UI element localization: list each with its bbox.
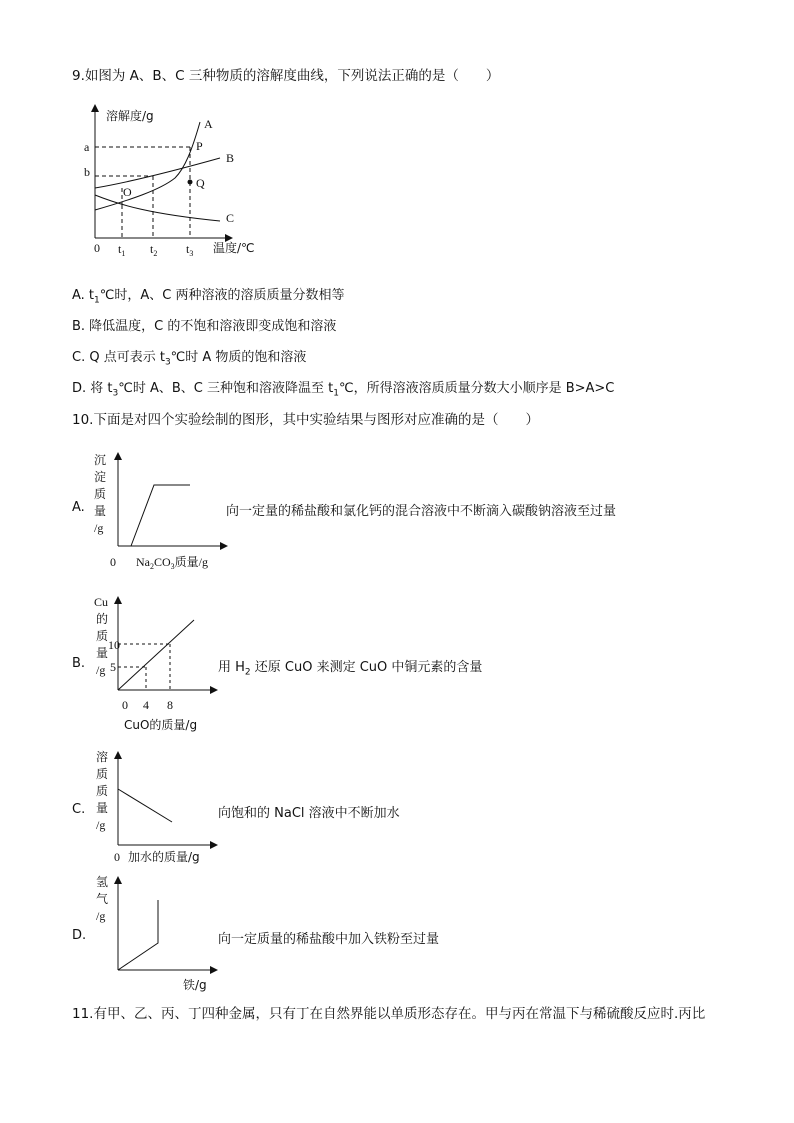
svg-text:质: 质	[94, 487, 107, 501]
q9-solubility-graph	[80, 100, 320, 260]
svg-text:/g: /g	[96, 909, 106, 923]
svg-text:铁/g: 铁/g	[183, 978, 207, 992]
label-b: B	[226, 151, 235, 165]
q9-xlabel: 温度/℃	[213, 241, 255, 255]
q9-tick-a: a	[84, 140, 90, 154]
q9-option-c[interactable]: C. Q 点可表示 $t_3℃$时 A 物质的饱和溶液	[72, 350, 307, 368]
svg-text:0: 0	[122, 698, 128, 712]
svg-text:氢: 氢	[96, 875, 109, 889]
q10-text-b: 用 $H_2$ 还原 CuO 来测定 CuO 中铜元素的含量	[218, 660, 483, 678]
svg-text:0: 0	[110, 555, 116, 569]
q10-letter-d[interactable]: D.	[72, 928, 87, 943]
q10-letter-b[interactable]: B.	[72, 656, 86, 671]
svg-text:气: 气	[96, 892, 109, 906]
q9-origin: 0	[94, 241, 100, 255]
q9-tick-t2: $t_2$	[150, 242, 158, 258]
label-a: A	[204, 117, 213, 131]
q10-graph-a	[88, 448, 228, 573]
svg-text:8: 8	[167, 698, 173, 712]
label-c: C	[226, 211, 235, 225]
q10-graph-b	[88, 590, 228, 740]
svg-text:量: 量	[96, 801, 109, 815]
q9-tick-b: b	[84, 165, 90, 179]
svg-text:/g: /g	[94, 521, 104, 535]
q10-graph-c	[88, 745, 228, 870]
svg-text:0: 0	[114, 850, 120, 864]
q9-tick-t3: $t_3$	[186, 242, 194, 258]
svg-text:溶: 溶	[96, 750, 109, 764]
q10-stem: 10.下面是对四个实验绘制的图形，其中实验结果与图形对应准确的是（ ）	[72, 412, 539, 428]
svg-text:量: 量	[94, 504, 107, 518]
q9-stem: 9.如图为 A、B、C 三种物质的溶解度曲线，下列说法正确的是（ ）	[72, 68, 500, 84]
svg-text:/g: /g	[96, 663, 106, 677]
svg-text:加水的质量/g: 加水的质量/g	[128, 850, 200, 864]
svg-text:淀: 淀	[94, 470, 107, 484]
label-o: O	[123, 185, 132, 199]
q10-letter-c[interactable]: C.	[72, 802, 86, 817]
curve-a	[95, 122, 200, 210]
svg-text:质: 质	[96, 784, 109, 798]
svg-text:4: 4	[143, 698, 149, 712]
q9-option-b[interactable]: B. 降低温度，C 的不饱和溶液即变成饱和溶液	[72, 319, 337, 334]
q10-text-c: 向饱和的 NaCl 溶液中不断加水	[218, 806, 400, 821]
q9-option-d[interactable]: D. 将 $t_3℃$时 A、B、C 三种饱和溶液降温至 $t_1℃$，所得溶液溶质质量分数大小顺序是 B>A>C	[72, 381, 615, 399]
svg-text:10: 10	[108, 638, 120, 652]
svg-text:质: 质	[96, 629, 109, 643]
svg-text:沉: 沉	[94, 453, 107, 467]
q11-stem: 11.有甲、乙、丙、丁四种金属，只有丁在自然界能以单质形态存在。甲与丙在常温下与稀硫酸反应时.丙比	[72, 1006, 706, 1022]
svg-text:Na2CO3质量/g: $Na_2CO_3$质量/g	[136, 555, 209, 571]
q10-text-a: 向一定量的稀盐酸和氯化钙的混合溶液中不断滴入碳酸钠溶液至过量	[226, 504, 617, 519]
label-q: Q	[196, 176, 205, 190]
curve-c	[95, 195, 220, 221]
svg-text:质: 质	[96, 767, 109, 781]
q9-ylabel: 溶解度/g	[106, 109, 154, 123]
svg-text:Cu: Cu	[94, 595, 109, 609]
q9-option-a[interactable]: A. $t_1℃$时，A、C 两种溶液的溶质质量分数相等	[72, 288, 345, 306]
svg-text:量: 量	[96, 646, 109, 660]
q9-tick-t1: $t_1$	[118, 242, 126, 258]
svg-text:/g: /g	[96, 818, 106, 832]
svg-text:5: 5	[110, 660, 116, 674]
svg-text:的: 的	[96, 612, 109, 626]
q10-graph-d	[88, 870, 228, 995]
q10-letter-a[interactable]: A.	[72, 500, 85, 515]
label-p: P	[196, 139, 203, 153]
q10-text-d: 向一定质量的稀盐酸中加入铁粉至过量	[218, 932, 440, 947]
svg-text:CuO的质量/g: CuO的质量/g	[124, 718, 198, 732]
